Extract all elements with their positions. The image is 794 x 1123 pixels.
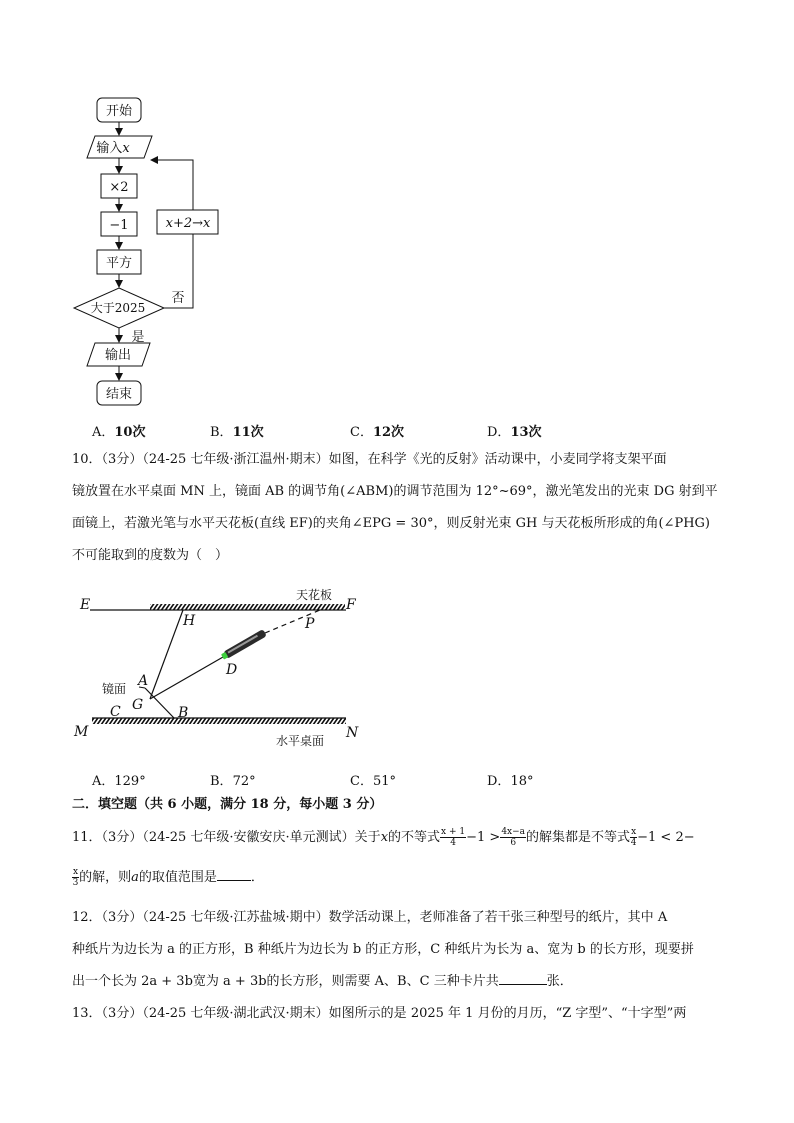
square-label: 平方	[105, 256, 133, 271]
label-mirror: 镜面	[102, 682, 127, 696]
q10-option-c: C．51°	[350, 774, 396, 789]
yes-label: 是	[131, 330, 145, 345]
label-H: H	[183, 613, 196, 629]
label-E: E	[80, 597, 91, 613]
q12-line-1: 12．（3分）（24-25 七年级·江苏盐城·期中）数学活动课上，老师准备了若干张三种型号的纸片，其中 A	[72, 910, 668, 925]
start-label: 开始	[105, 104, 133, 119]
q10-option-b: B．72°	[210, 774, 256, 789]
label-G: G	[132, 697, 144, 713]
q11-frac-4: $\frac{x}{3}$	[72, 867, 79, 888]
table-hatch	[92, 718, 346, 724]
q9-option-a: A．10次	[92, 425, 146, 440]
section2-heading: 二．填空题（共 6 小题，满分 18 分，每小题 3 分）	[72, 797, 383, 812]
label-M: M	[74, 724, 89, 740]
laser-pen	[220, 629, 266, 660]
end-label: 结束	[105, 387, 133, 402]
incident-beam	[150, 653, 230, 699]
reflected-beam	[150, 610, 183, 699]
q11-frac-3: $\frac{x}{4}$	[630, 827, 637, 848]
decision-label: 大于2025	[90, 301, 146, 315]
q10-figure	[70, 585, 370, 750]
ceiling-hatch	[150, 604, 345, 610]
q12-line-3: 出一个长为 2a + 3b宽为 a + 3b的长方形，则需要 A、B、C 三种卡片共 张．	[72, 974, 573, 989]
q10-line-3: 面镜上，若激光笔与水平天花板(直线 EF)的夹角∠EPG = 30°，则反射光束 GH 与天花板所形成的角(∠PHG)	[72, 516, 710, 531]
q10-line-4: 不可能取到的度数为（ ）	[72, 548, 229, 563]
mirror-line	[145, 688, 174, 718]
q12-line-2: 种纸片为边长为 a 的正方形，B 种纸片为边长为 b 的正方形，C 种纸片为长为 a、宽为 b 的长方形，现要拼	[72, 942, 694, 957]
q10-line-1: 10．（3分）（24-25 七年级·浙江温州·期末）如图，在科学《光的反射》活动课中，小麦同学将支架平面	[72, 452, 667, 467]
q11-frac-1: $\frac{x + 1}{4}$	[441, 827, 466, 848]
q9-option-c: C．12次	[350, 425, 405, 440]
q12-answer-blank[interactable]	[499, 972, 547, 985]
label-N: N	[346, 725, 359, 741]
q9-option-b: B．11次	[210, 425, 264, 440]
label-F: F	[346, 597, 356, 613]
q10-option-d: D．18°	[487, 774, 534, 789]
input-label: 输入x	[96, 141, 130, 156]
no-label: 否	[171, 291, 185, 306]
q10-option-a: A．129°	[92, 774, 146, 789]
minus1-label: −1	[109, 218, 129, 233]
update-label: x+2→x	[165, 216, 211, 231]
output-label: 输出	[104, 348, 132, 363]
q11-frac-2: $\frac{4x-a}{6}$	[501, 827, 526, 848]
times2-label: ×2	[109, 180, 129, 195]
label-D: D	[226, 662, 238, 678]
q10-line-2: 镜放置在水平桌面 MN 上，镜面 AB 的调节角(∠ABM)的调节范围为 12°~69°，激光笔发出的光束 DG 射到平	[72, 484, 718, 499]
q11-line-1: 11．（3分）（24-25 七年级·安徽安庆·单元测试）关于x的不等式 $\frac{x + 1}{4}$ −1 > $\frac{4x-a}{6}$ 的解集都是不等式 $\frac{x}{4}$ −1 < 2−	[72, 827, 695, 848]
label-ceiling: 天花板	[296, 588, 333, 602]
flowchart	[0, 0, 300, 415]
label-table: 水平桌面	[276, 734, 325, 748]
label-B: B	[178, 705, 189, 721]
q11-answer-blank[interactable]	[217, 868, 251, 881]
q11-line-2: $\frac{x}{3}$ 的解，则a的取值范围是 ．	[72, 867, 264, 888]
label-C: C	[110, 704, 121, 720]
q9-option-d: D．13次	[487, 425, 542, 440]
label-P: P	[305, 616, 315, 632]
label-A: A	[138, 673, 149, 689]
q13-line-1: 13．（3分）（24-25 七年级·湖北武汉·期末）如图所示的是 2025 年 1 月份的月历，“Z 字型”、“十字型”两	[72, 1006, 687, 1021]
